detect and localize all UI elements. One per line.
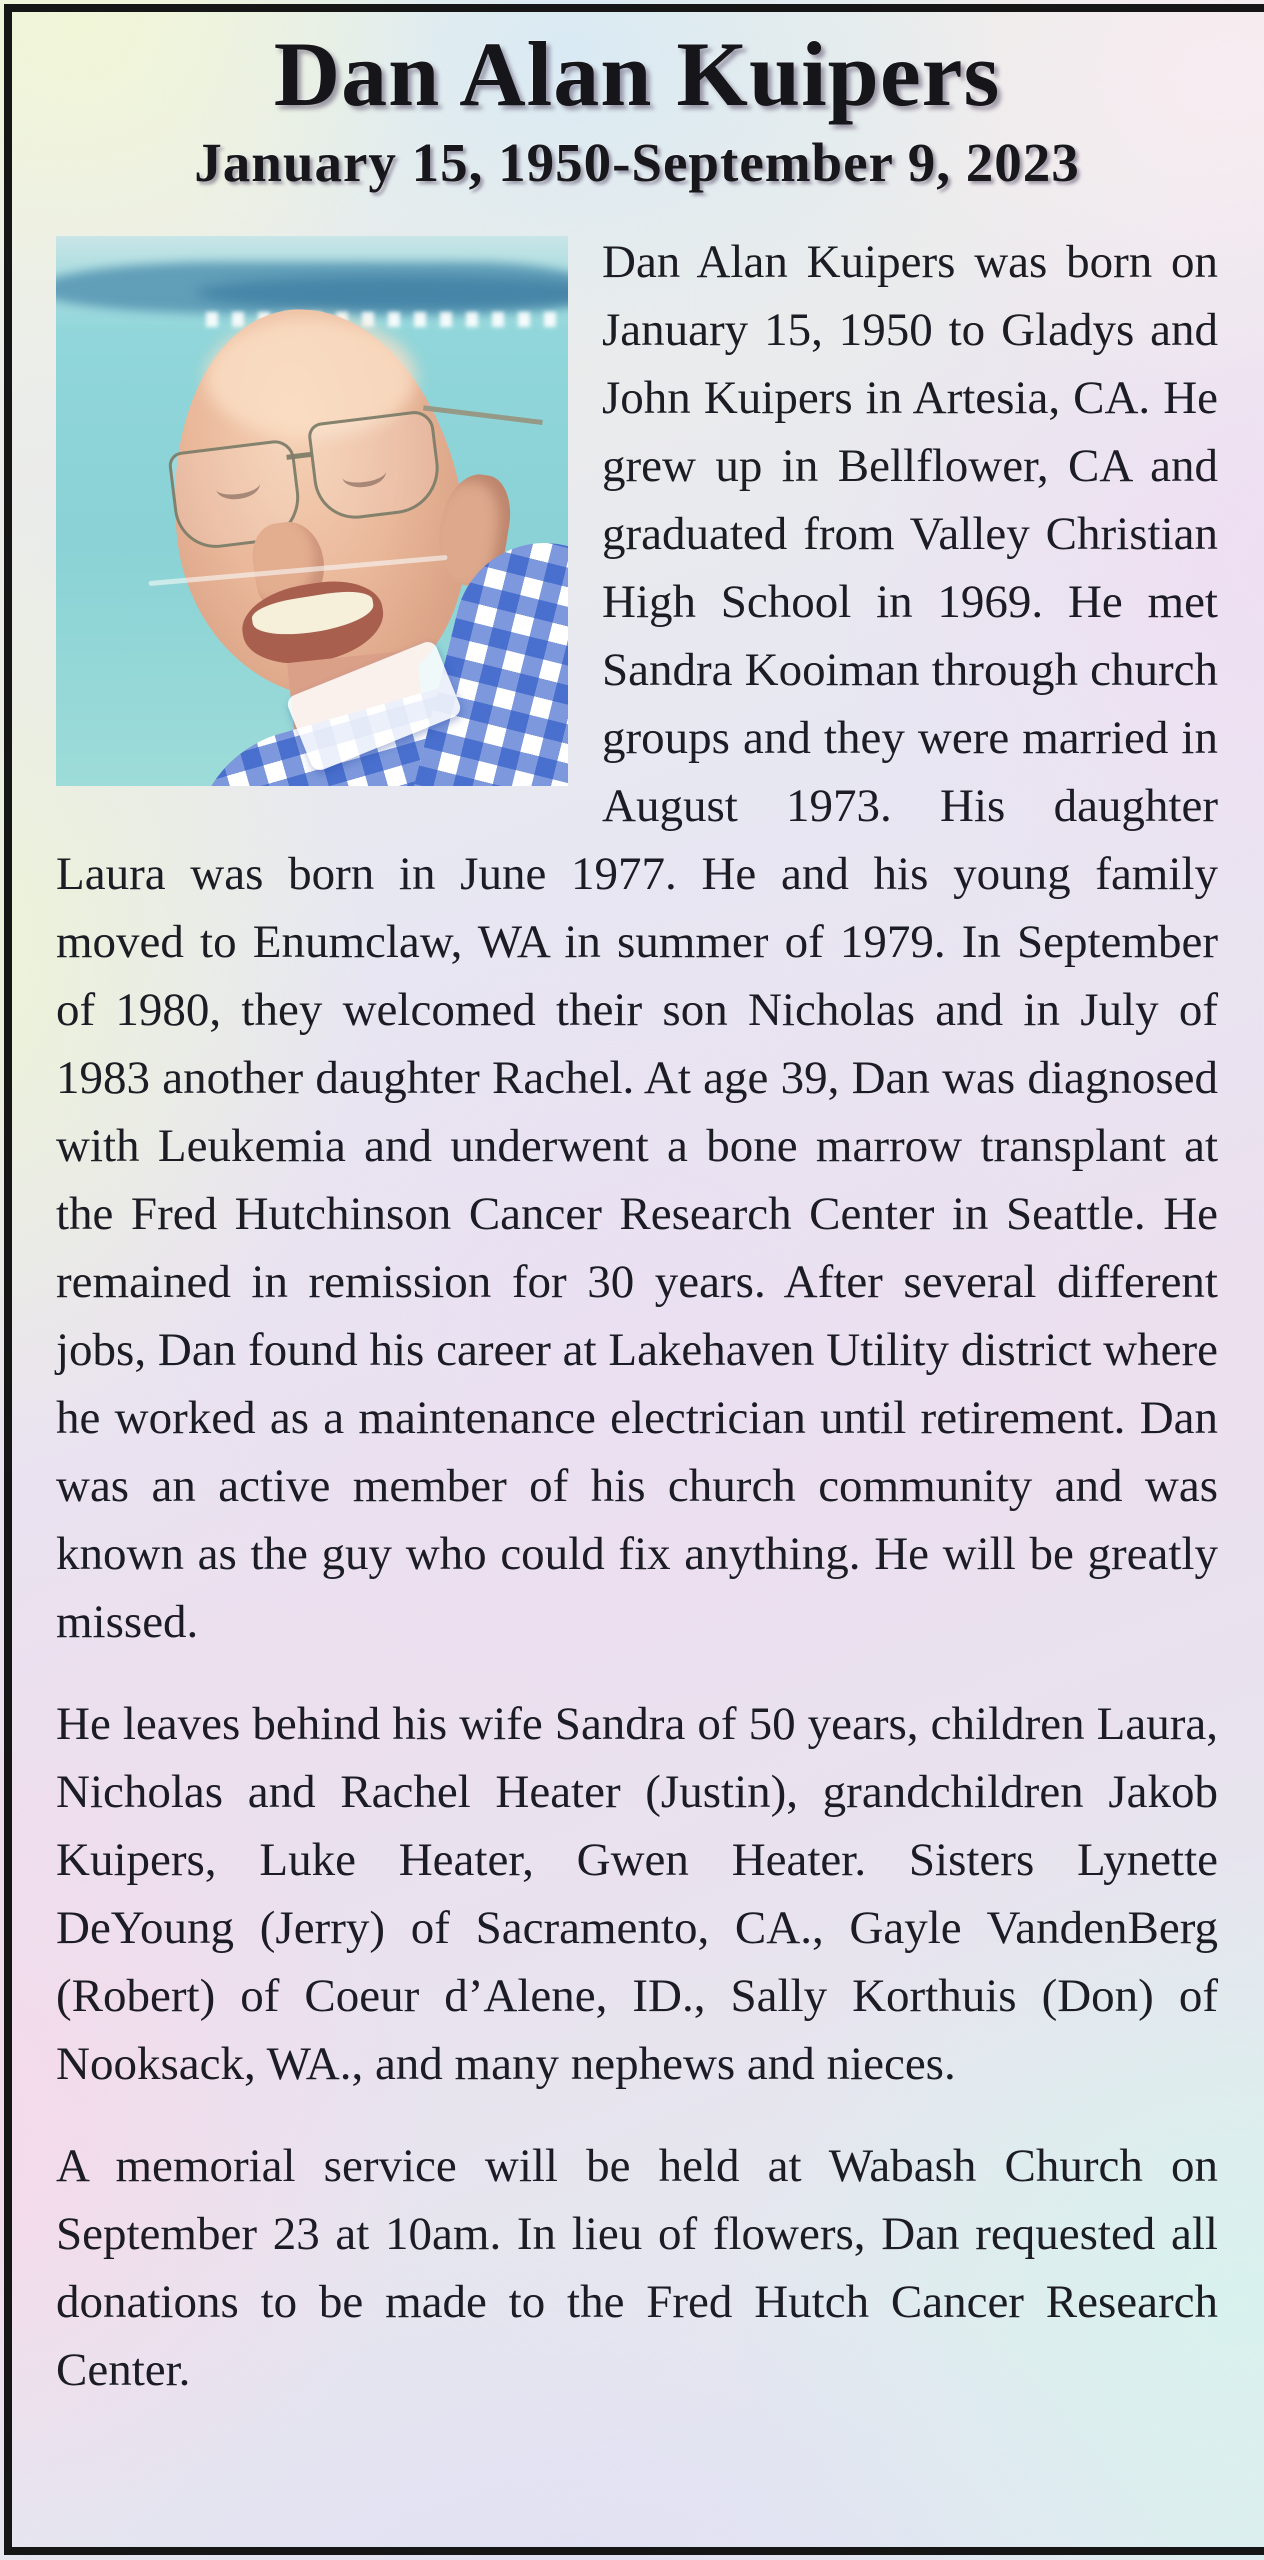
obituary-text: A memorial service will be held at Wabash Church on September 23 at 10am. In lieu of flowers, Dan requested all donations to be made to the Fred Hutch Cancer Research Center. [56, 2139, 1218, 2396]
obituary-page [56, 24, 1218, 2438]
portrait-photo [56, 236, 568, 786]
obituary-paragraph-survivors [56, 1690, 1218, 2098]
obituary-text: He leaves behind his wife Sandra of 50 years, children Laura, Nicholas and Rachel Heater (Justin), grandchildren Jakob Kuipers, Luke Heater, Gwen Heater. Sisters Lynette DeYoung (Jerry) of Sacramento, CA., Gayle VandenBerg (Robert) of Coeur d’Alene, ID., Sally Korthuis (Don) of Nooksack, WA., and many nephews and nieces. [56, 1697, 1218, 2090]
obituary-body [56, 228, 1218, 2404]
glasses-right-lens [307, 409, 444, 524]
obituary-text: Dan Alan Kuipers was born on January 15, 1950 to Gladys and John Kuipers in Artesia, CA. He grew up in Bellflower, CA and graduated from Valley Christian High School in 1969. He met Sandra Kooiman through church groups and they were married in August 1973. His daughter Laura was born in June 1977. He and his young family moved to Enumclaw, WA in summer of 1979. In September of 1980, they welcomed their son Nicholas and in July of 1983 another daughter Rachel. At age 39, Dan was diagnosed with Leukemia and underwent a bone marrow transplant at the Fred Hutchinson Cancer Research Center in Seattle. He remained in remission for 30 years. After several different jobs, Dan found his career at Lakehaven Utility district where he worked as a maintenance electrician until retirement. Dan was an active member of his church community and was known as the guy who could fix anything. He will be greatly missed. [56, 235, 1218, 1648]
page-title: Dan Alan Kuipers [273, 23, 1001, 125]
obituary-paragraph-service-info [56, 2132, 1218, 2404]
glasses-temple-arm [423, 405, 543, 425]
life-dates: January 15, 1950-September 9, 2023 [194, 132, 1080, 194]
